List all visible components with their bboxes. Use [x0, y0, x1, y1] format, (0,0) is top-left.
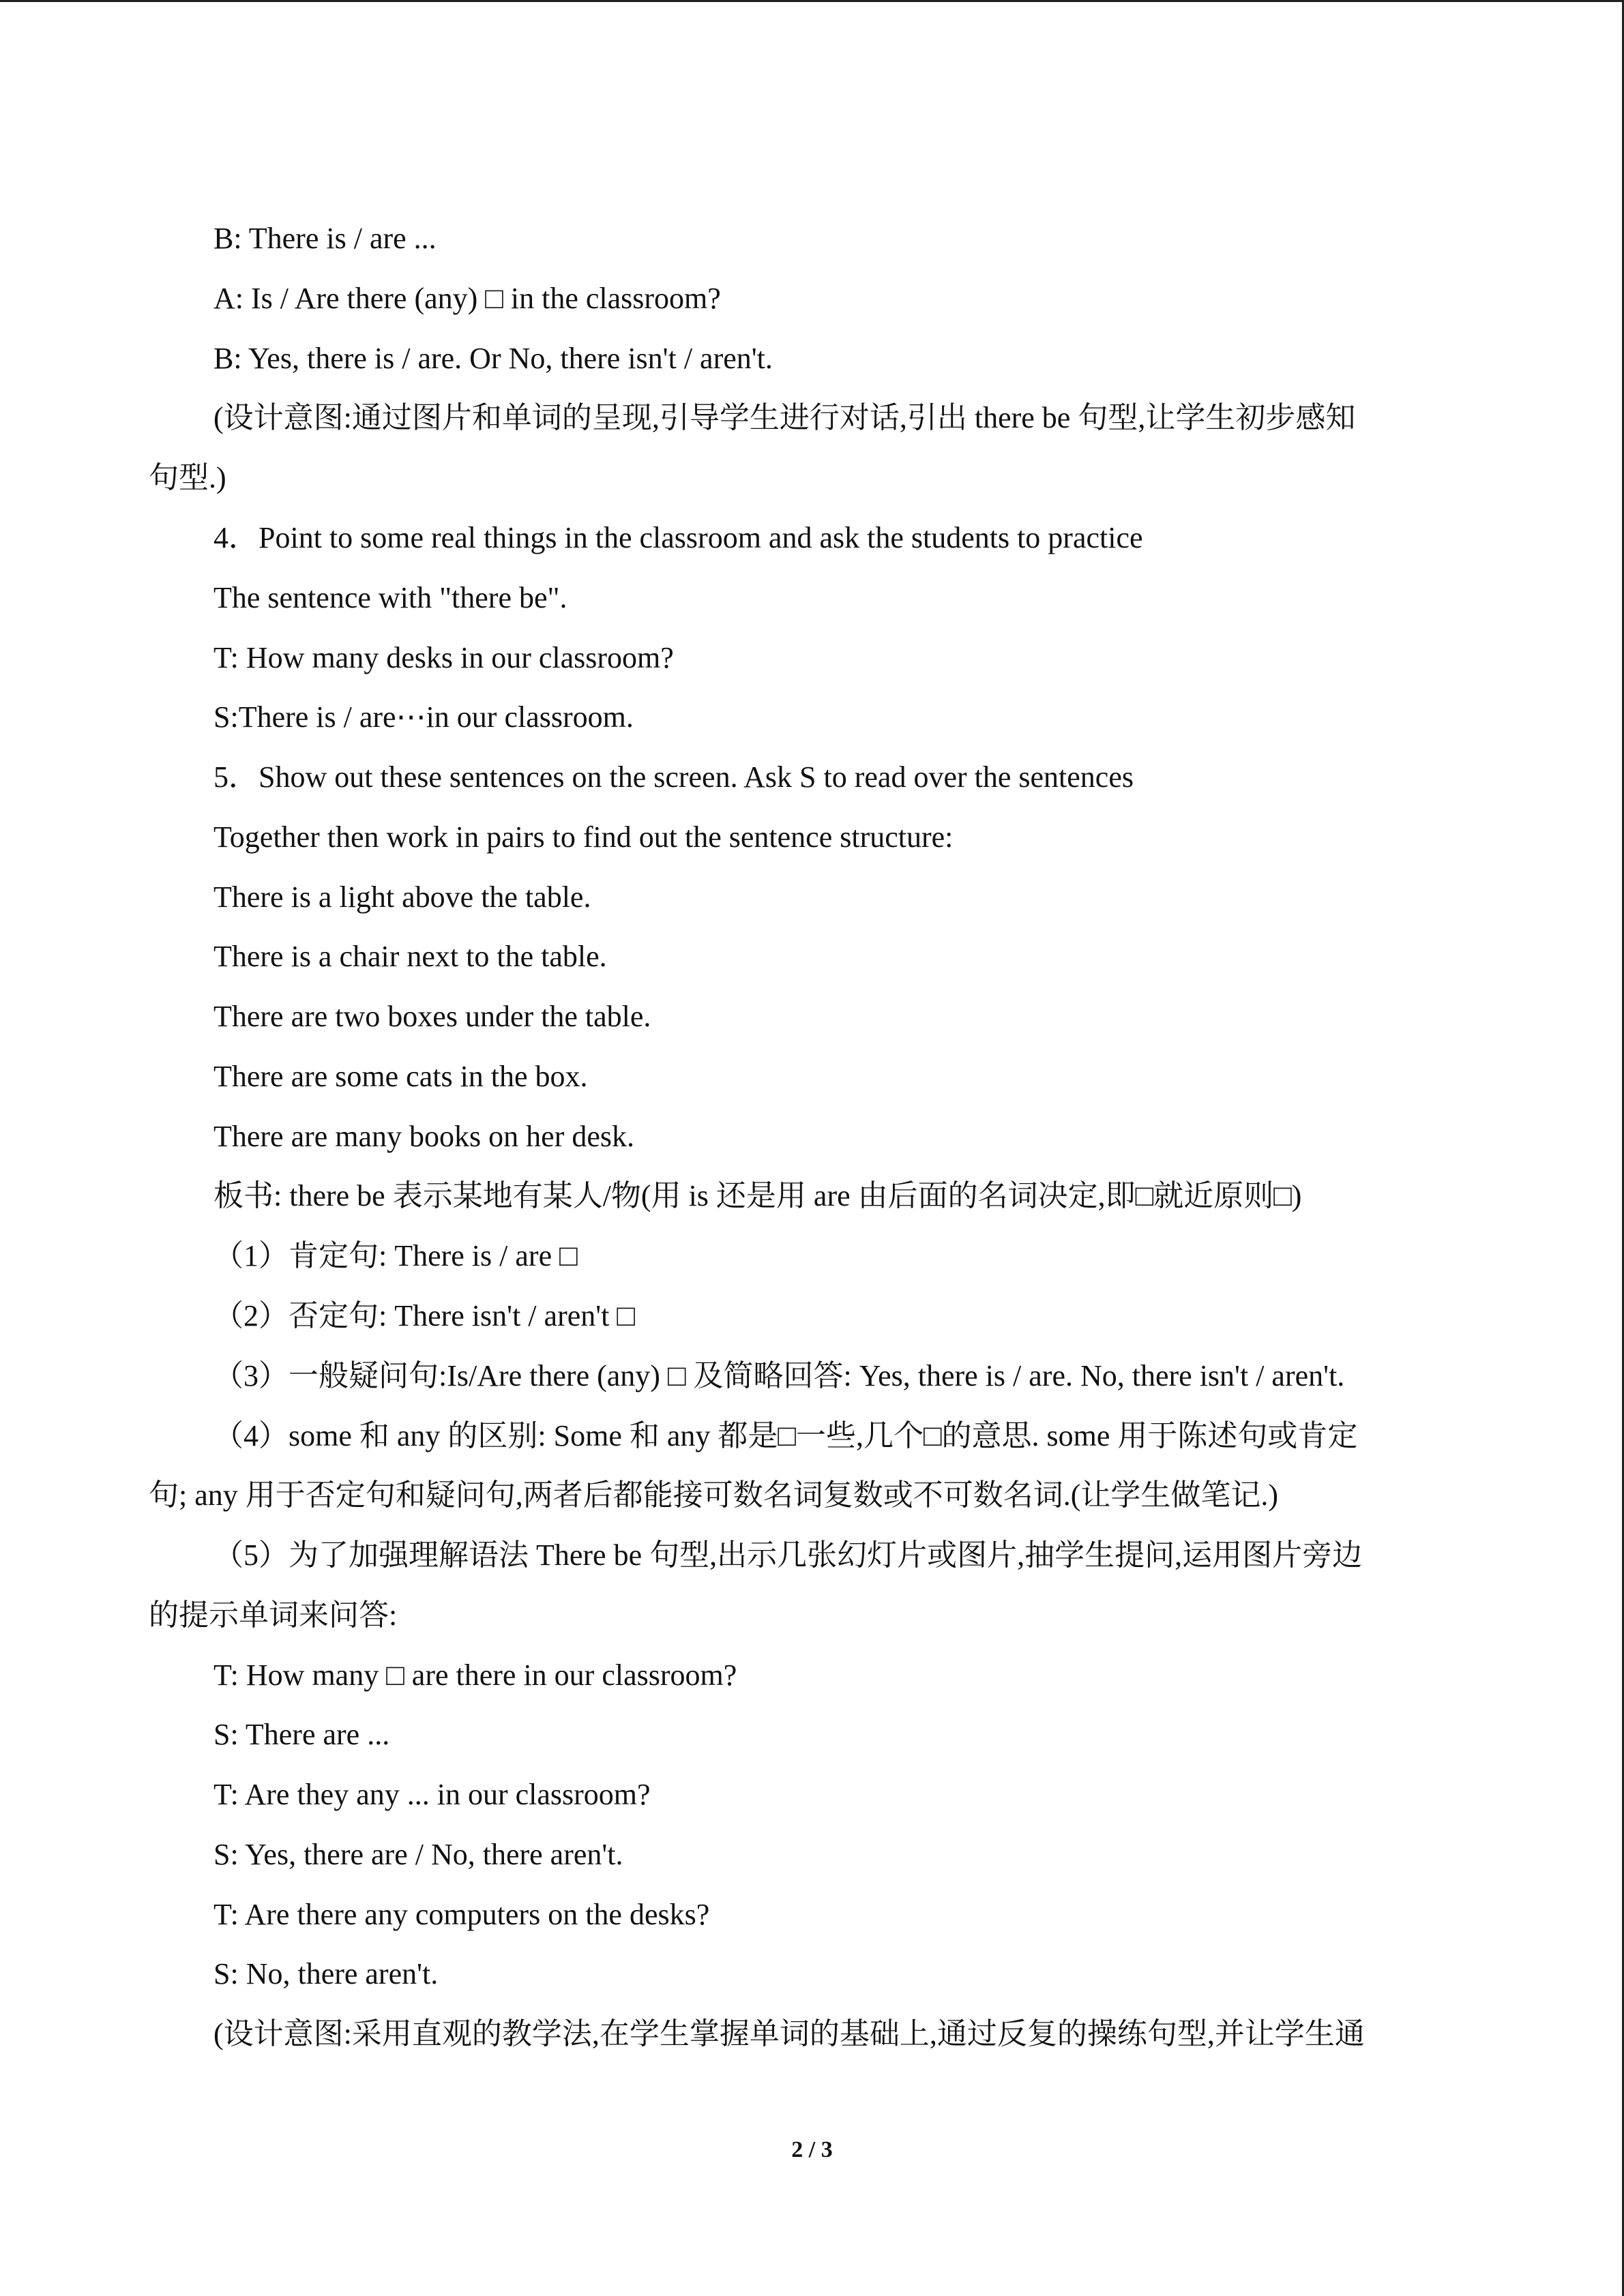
grammar-point-some-any: （4）some 和 any 的区别: Some 和 any 都是□一些,几个□的意思. some 用于陈述句或肯定	[213, 1419, 1358, 1452]
dialogue-line-b-there-is: B: There is / are ...	[213, 222, 437, 255]
dialogue-line-b-answer: B: Yes, there is / are. Or No, there isn't / aren't.	[213, 342, 773, 375]
teacher-question-desks: T: How many desks in our classroom?	[213, 641, 674, 674]
step-4-heading: 4．Point to some real things in the classroom and ask the students to practice	[213, 521, 1143, 554]
grammar-point-practice-cont: 的提示单词来问答:	[149, 1598, 398, 1632]
example-sentence: There are some cats in the box.	[213, 1060, 588, 1093]
grammar-point-practice: （5）为了加强理解语法 There be 句型,出示几张幻灯片或图片,抽学生提问,运用图片旁边	[213, 1538, 1363, 1572]
grammar-point-negative: （2）否定句: There isn't / aren't □	[213, 1299, 635, 1332]
example-sentence: There are many books on her desk.	[213, 1120, 635, 1153]
grammar-point-affirmative: （1）肯定句: There is / are □	[213, 1239, 578, 1272]
dialogue-line-a-question: A: Is / Are there (any) □ in the classroom?	[213, 282, 721, 315]
example-sentence: There is a light above the table.	[213, 880, 591, 914]
student-answer-there-are: S: There are ...	[213, 1718, 390, 1751]
student-answer-no: S: No, there aren't.	[213, 1957, 439, 1991]
design-intent-paragraph-1-cont: 句型.)	[149, 461, 226, 494]
blackboard-note: 板书: there be 表示某地有某人/物(用 is 还是用 are 由后面的名词决定,即□就近原则□)	[213, 1179, 1302, 1212]
teacher-question-computers: T: Are there any computers on the desks?	[213, 1898, 710, 1931]
grammar-point-question: （3）一般疑问句:Is/Are there (any) □ 及简略回答: Yes, there is / are. No, there isn't / aren't.	[213, 1359, 1345, 1392]
step-4-continuation: The sentence with "there be".	[213, 581, 567, 614]
example-sentence: There are two boxes under the table.	[213, 1000, 651, 1033]
teacher-question-any: T: Are they any ... in our classroom?	[213, 1778, 651, 1811]
design-intent-paragraph-1: (设计意图:通过图片和单词的呈现,引导学生进行对话,引出 there be 句型,让学生初步感知	[213, 401, 1356, 434]
step-5-heading: 5．Show out these sentences on the screen. Ask S to read over the sentences	[213, 760, 1134, 794]
step-5-continuation: Together then work in pairs to find out the sentence structure:	[213, 820, 954, 854]
grammar-point-some-any-cont: 句; any 用于否定句和疑问句,两者后都能接可数名词复数或不可数名词.(让学生做笔记.)	[149, 1478, 1279, 1512]
page-number: 2 / 3	[791, 2137, 833, 2162]
design-intent-paragraph-2: (设计意图:采用直观的教学法,在学生掌握单词的基础上,通过反复的操练句型,并让学生通	[213, 2017, 1365, 2051]
teacher-question-how-many: T: How many □ are there in our classroom?	[213, 1658, 737, 1692]
example-sentence: There is a chair next to the table.	[213, 940, 607, 973]
student-answer-desks: S:There is / are⋯in our classroom.	[213, 700, 634, 734]
student-answer-yes-no: S: Yes, there are / No, there aren't.	[213, 1838, 623, 1871]
